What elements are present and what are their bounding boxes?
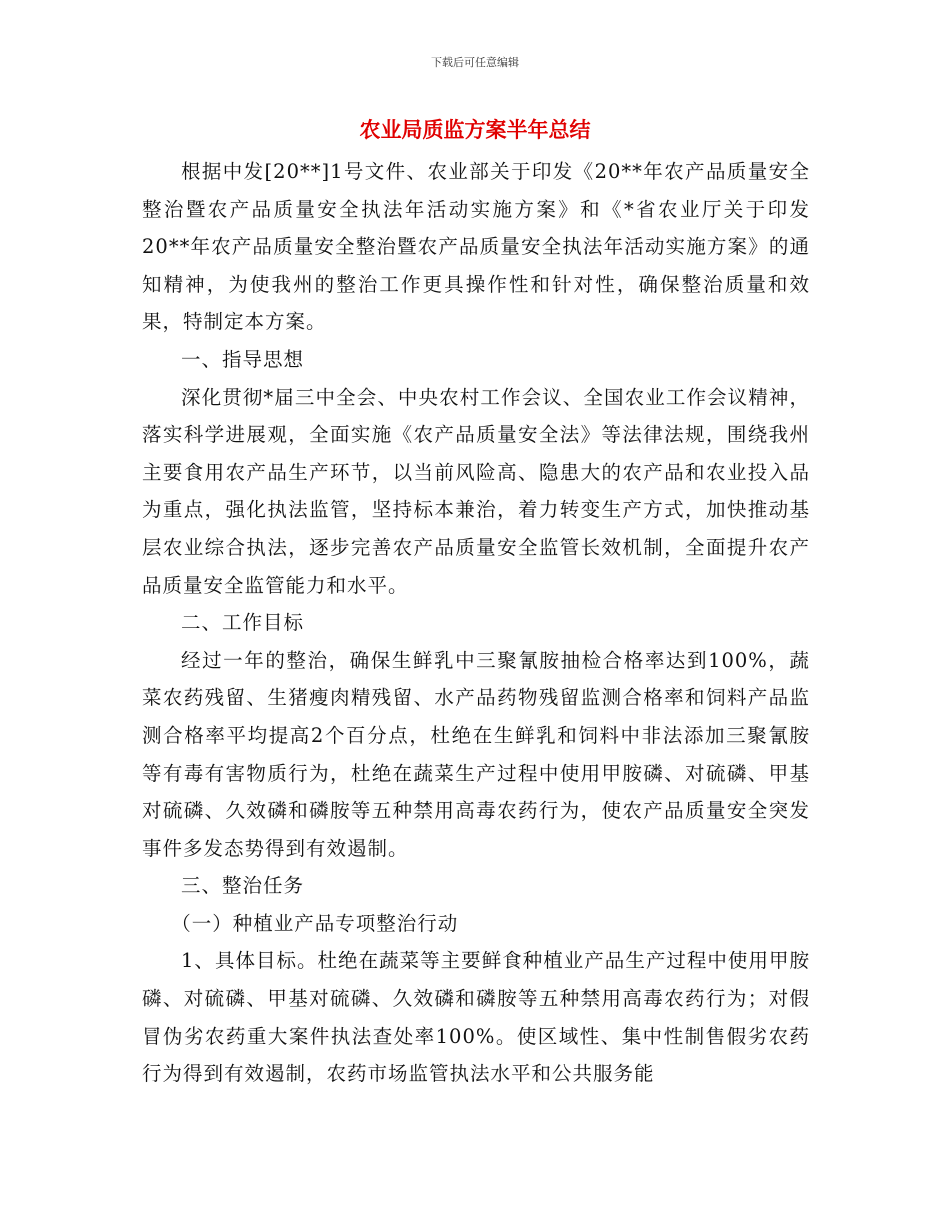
section-heading-guiding-ideology: 一、指导思想: [181, 347, 305, 371]
paragraph-specific-targets: 1、具体目标。杜绝在蔬菜等主要鲜食种植业产品生产过程中使用甲胺磷、对硫磷、甲基对硫磷、久效磷和磷胺等五种禁用高毒农药行为；对假冒伪劣农药重大案件执法查处率100%。使区域性、集中性制售假劣农药行为得到有效遏制，农药市场监管执法水平和公共服务能: [142, 949, 810, 1086]
header-note: 下载后可任意编辑: [431, 56, 519, 69]
paragraph-guiding-ideology: 深化贯彻*届三中全会、中央农村工作会议、全国农业工作会议精神，落实科学进展观，全面实施《农产品质量安全法》等法律法规，围绕我州主要食用农产品生产环节，以当前风险高、隐患大的农产品和农业投入品为重点，强化执法监管，坚持标本兼治，着力转变生产方式，加快推动基层农业综合执法，逐步完善农产品质量安全监管长效机制，全面提升农产品质量安全监管能力和水平。: [142, 385, 810, 597]
paragraph-work-goals: 经过一年的整治，确保生鲜乳中三聚氰胺抽检合格率达到100%，蔬菜农药残留、生猪瘦肉精残留、水产品药物残留监测合格率和饲料产品监测合格率平均提高2个百分点，杜绝在生鲜乳和饲料中非法添加三聚氰胺等有毒有害物质行为，杜绝在蔬菜生产过程中使用甲胺磷、对硫磷、甲基对硫磷、久效磷和磷胺等五种禁用高毒农药行为，使农产品质量安全突发事件多发态势得到有效遏制。: [142, 648, 810, 860]
document-title: 农业局质监方案半年总结: [359, 118, 591, 142]
document-body: [142, 153, 810, 1093]
paragraph-intro: 根据中发[20**]1号文件、农业部关于印发《20**年农产品质量安全整治暨农产品质量安全执法年活动实施方案》和《*省农业厅关于印发20**年农产品质量安全整治暨农产品质量安全执法年活动实施方案》的通知精神，为使我州的整治工作更具操作性和针对性，确保整治质量和效果，特制定本方案。: [142, 160, 810, 334]
section-heading-rectification-tasks: 三、整治任务: [181, 874, 305, 898]
subsection-heading-planting: （一）种植业产品专项整治行动: [171, 911, 459, 935]
section-heading-work-goals: 二、工作目标: [181, 611, 305, 635]
